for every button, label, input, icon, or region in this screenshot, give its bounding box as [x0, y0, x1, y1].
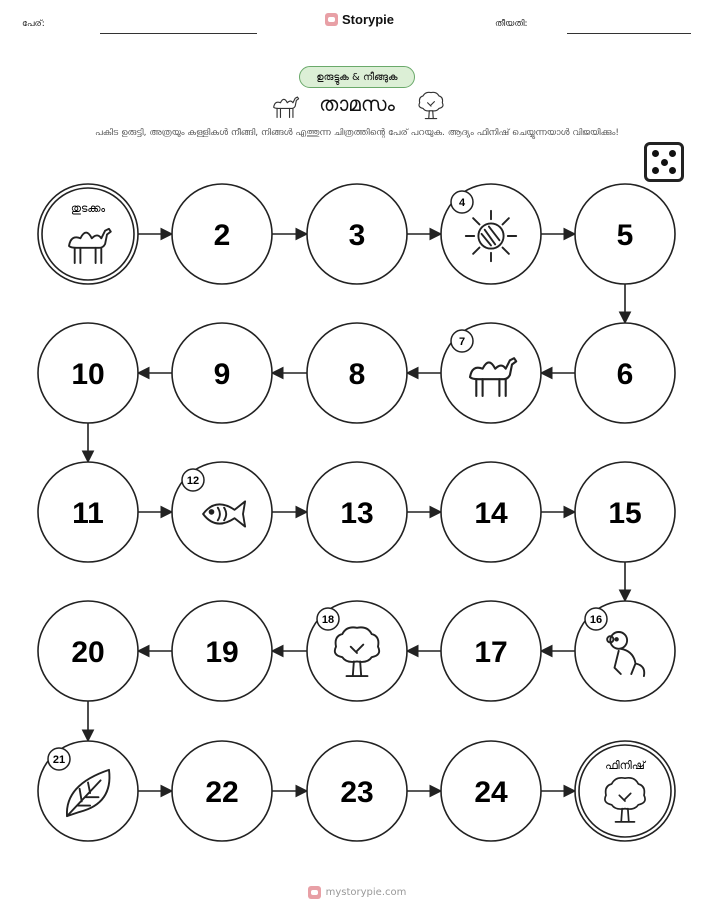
space-number: 16: [589, 614, 603, 626]
board-space-23[interactable]: [307, 741, 407, 841]
space-number: 12: [186, 475, 200, 487]
name-label: പേര്:: [22, 19, 45, 29]
board-space-10[interactable]: [38, 323, 138, 423]
activity-badge: ഉരുട്ടുക & നീങ്ങുക: [299, 66, 415, 88]
start-space[interactable]: [38, 184, 138, 284]
board-space-8[interactable]: [307, 323, 407, 423]
footer: [0, 886, 714, 899]
space-number: 2: [213, 219, 231, 252]
board-space-17[interactable]: [441, 601, 541, 701]
storypie-logo-icon: [308, 886, 321, 899]
board-space-14[interactable]: [441, 462, 541, 562]
space-number: 3: [348, 219, 366, 252]
instructions-text: പകിട ഉരുട്ടി, അത്രയും കള്ളികൾ നീങ്ങി, നിങ്ങൾ എത്തുന്ന ചിത്രത്തിന്റെ പേര് പറയുക. ആദ്യം ഫിനിഷ് ചെയ്യുന്നയാൾ വിജയിക്കും!: [95, 128, 619, 138]
board-space-4[interactable]: [441, 184, 541, 284]
space-number: 24: [474, 776, 508, 809]
board-space-3[interactable]: [307, 184, 407, 284]
footer-url[interactable]: mystorypie.com: [325, 887, 407, 898]
board-space-11[interactable]: [38, 462, 138, 562]
start-label: തുടക്കം: [70, 202, 106, 215]
page-title: താമസം: [319, 92, 395, 116]
board-space-24[interactable]: [441, 741, 541, 841]
space-number: 19: [205, 636, 239, 669]
space-number: 18: [321, 614, 335, 626]
space-number: 6: [616, 358, 634, 391]
board-space-18[interactable]: [307, 601, 407, 701]
space-number: 23: [340, 776, 374, 809]
board-space-6[interactable]: [575, 323, 675, 423]
board-space-21[interactable]: [38, 741, 138, 841]
brand-name: Storypie: [342, 12, 395, 27]
space-number: 20: [71, 636, 105, 669]
space-number: 17: [474, 636, 508, 669]
space-number: 11: [72, 497, 104, 530]
space-number: 13: [340, 497, 374, 530]
board-space-5[interactable]: [575, 184, 675, 284]
finish-space[interactable]: [575, 741, 675, 841]
board-space-20[interactable]: [38, 601, 138, 701]
space-number: 21: [52, 754, 66, 766]
board-space-2[interactable]: [172, 184, 272, 284]
board-space-19[interactable]: [172, 601, 272, 701]
board-space-22[interactable]: [172, 741, 272, 841]
board-space-15[interactable]: [575, 462, 675, 562]
space-number: 10: [71, 358, 105, 391]
finish-label: ഫിനിഷ്: [605, 759, 645, 772]
board-space-13[interactable]: [307, 462, 407, 562]
space-number: 15: [608, 497, 642, 530]
board-space-9[interactable]: [172, 323, 272, 423]
board-space-16[interactable]: [575, 601, 675, 701]
space-number: 9: [213, 358, 231, 391]
space-number: 4: [458, 197, 466, 209]
space-number: 14: [474, 497, 508, 530]
date-label: തീയതി:: [495, 19, 528, 29]
space-number: 8: [348, 358, 366, 391]
board-space-12[interactable]: [172, 462, 272, 562]
board-space-7[interactable]: [441, 323, 541, 423]
space-number: 7: [458, 336, 466, 348]
space-number: 22: [205, 776, 239, 809]
space-number: 5: [616, 219, 634, 252]
